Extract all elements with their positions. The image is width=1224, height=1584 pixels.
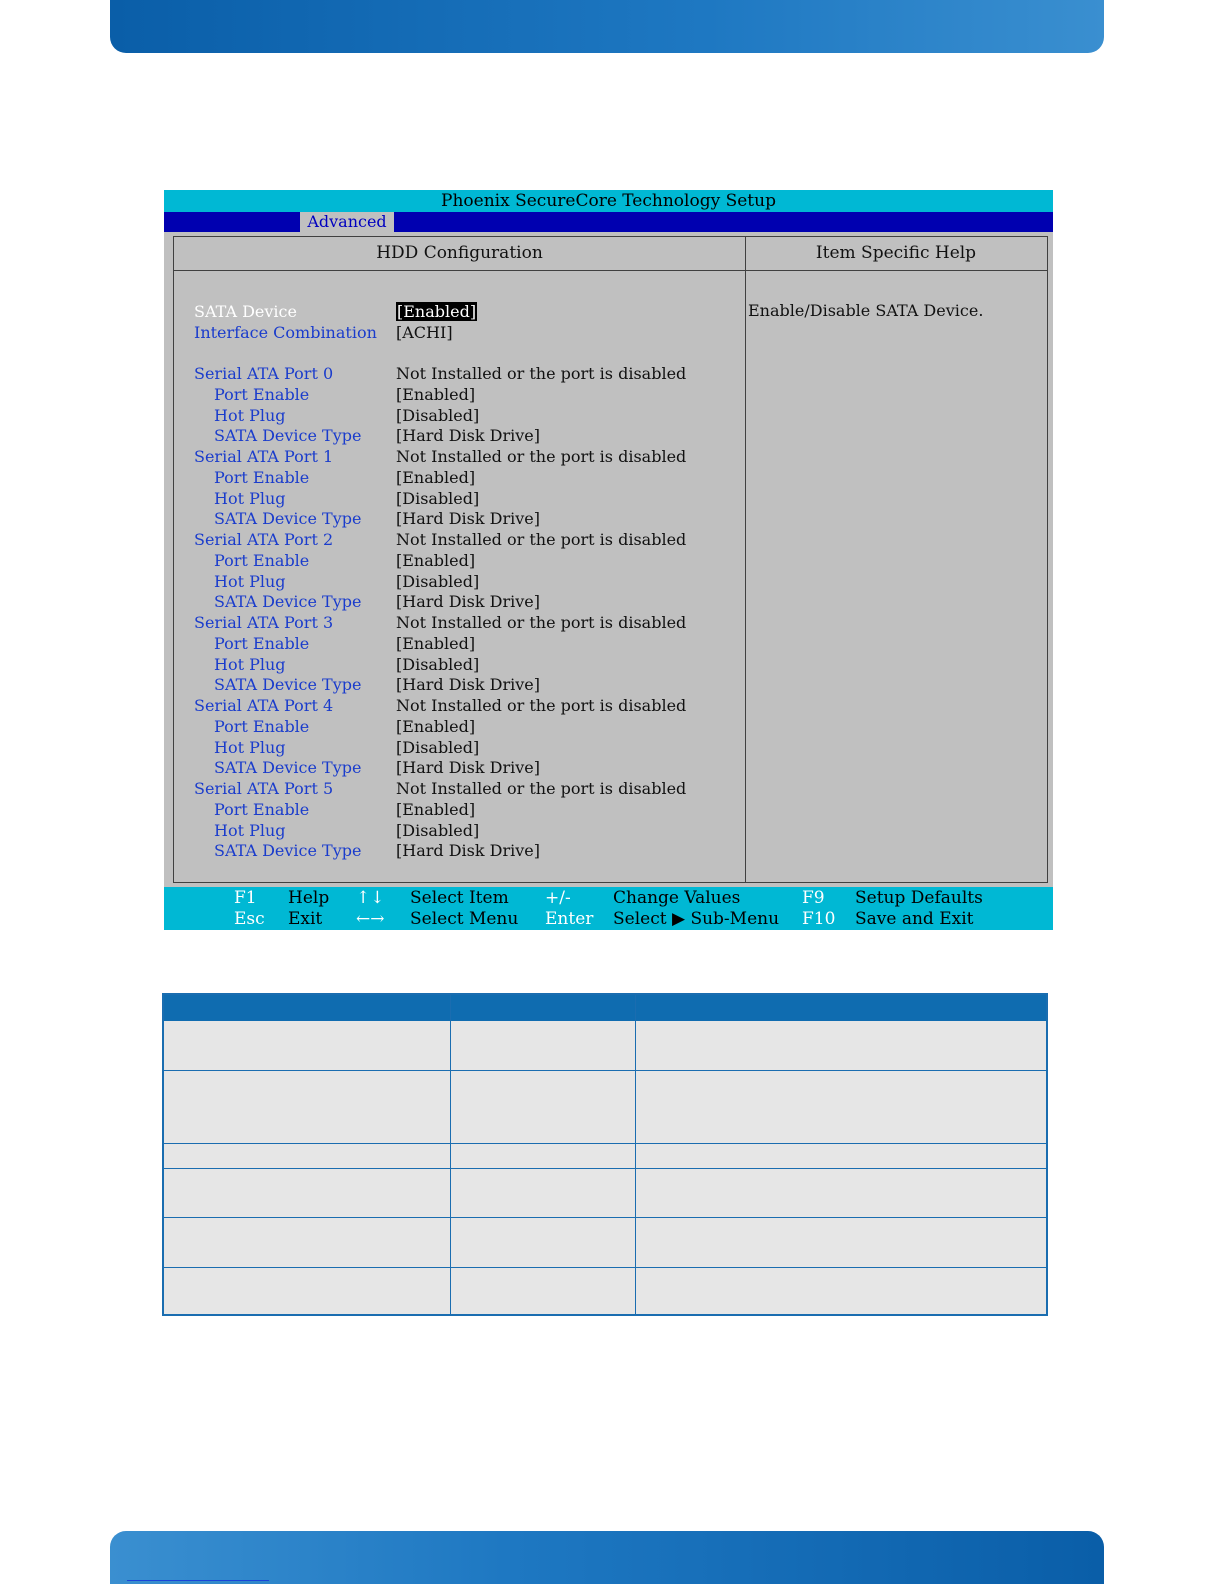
setting-value[interactable] <box>396 674 540 695</box>
setting-label[interactable]: Port Enable <box>214 550 310 570</box>
key-desc-exit: Exit <box>288 909 323 929</box>
key-desc-setup-defaults: Setup Defaults <box>855 888 983 908</box>
key-f1: F1 <box>234 888 257 908</box>
setting-label[interactable]: SATA Device Type <box>214 592 362 612</box>
table-header <box>164 995 1046 1021</box>
setting-label[interactable]: Port Enable <box>214 467 310 487</box>
table-row-divider <box>164 1267 1046 1268</box>
key-f9: F9 <box>802 888 825 908</box>
setting-label[interactable]: Hot Plug <box>214 405 286 425</box>
setting-label[interactable]: Serial ATA Port 2 <box>194 530 334 549</box>
header-band <box>110 0 1104 53</box>
table-row-divider <box>164 1168 1046 1169</box>
setting-value-text: [Enabled] <box>396 550 476 570</box>
setting-value[interactable] <box>396 467 475 488</box>
setting-value-text: [Disabled] <box>396 571 480 591</box>
setting-value[interactable] <box>396 425 540 446</box>
setting-label[interactable]: Port Enable <box>214 799 310 819</box>
setting-value[interactable] <box>396 695 686 716</box>
key-desc-help: Help <box>288 888 330 908</box>
help-text: Enable/Disable SATA Device. <box>748 301 984 320</box>
setting-value-text: [Enabled] <box>396 384 476 404</box>
help-panel-title: Item Specific Help <box>745 237 1047 271</box>
key-desc-select-item: Select Item <box>410 888 509 908</box>
setting-label[interactable]: Port Enable <box>214 716 310 736</box>
key-desc-save-exit: Save and Exit <box>855 909 974 929</box>
setting-value-text: [Disabled] <box>396 820 480 840</box>
setting-value[interactable] <box>396 716 475 737</box>
setting-label[interactable]: Serial ATA Port 3 <box>194 613 334 632</box>
setting-value-text: [Hard Disk Drive] <box>396 675 540 695</box>
setting-value-text: [Hard Disk Drive] <box>396 758 540 778</box>
setting-value[interactable] <box>396 591 540 612</box>
setting-value[interactable] <box>396 612 686 633</box>
setting-value-text: [Enabled] <box>396 716 476 736</box>
setting-value[interactable] <box>396 384 475 405</box>
setting-value[interactable] <box>396 820 479 841</box>
setting-label[interactable]: SATA Device Type <box>214 426 362 446</box>
setting-value[interactable] <box>396 301 477 322</box>
setting-value[interactable] <box>396 757 540 778</box>
hdd-configuration-panel <box>173 236 746 883</box>
footer-link-underline[interactable] <box>127 1564 269 1581</box>
setting-value-text: [Disabled] <box>396 488 480 508</box>
setting-value[interactable] <box>396 571 479 592</box>
setting-label[interactable]: Serial ATA Port 1 <box>194 447 334 466</box>
key-desc-select-submenu: Select ▶ Sub-Menu <box>613 909 780 929</box>
item-help-panel <box>745 236 1048 883</box>
key-desc-change-values: Change Values <box>613 888 741 908</box>
setting-value[interactable] <box>396 840 540 861</box>
setting-value-text: Not Installed or the port is disabled <box>396 613 687 632</box>
setting-value[interactable] <box>396 488 479 509</box>
setting-value-text: [Hard Disk Drive] <box>396 509 540 529</box>
key-desc-select-menu: Select Menu <box>410 909 519 929</box>
setting-value-text: [Enabled] <box>397 302 477 321</box>
setting-label[interactable]: Hot Plug <box>214 737 286 757</box>
setting-value[interactable] <box>396 405 479 426</box>
panel-title: HDD Configuration <box>174 237 745 271</box>
setting-value-text: [Hard Disk Drive] <box>396 841 540 861</box>
setting-value-text: Not Installed or the port is disabled <box>396 447 687 466</box>
setting-label[interactable]: SATA Device Type <box>214 509 362 529</box>
key-leftright: ←→ <box>356 909 385 929</box>
key-plusminus: +/- <box>545 888 571 908</box>
setting-label[interactable]: Port Enable <box>214 384 310 404</box>
setting-value-text: [Disabled] <box>396 405 480 425</box>
setting-label[interactable]: Hot Plug <box>214 654 286 674</box>
setting-value-text: [Hard Disk Drive] <box>396 426 540 446</box>
setting-value-text: Not Installed or the port is disabled <box>396 696 687 715</box>
setting-value-text: Not Installed or the port is disabled <box>396 779 687 798</box>
table-row-divider <box>164 1143 1046 1144</box>
setting-value-text: [Hard Disk Drive] <box>396 592 540 612</box>
key-enter: Enter <box>545 909 594 929</box>
key-legend <box>164 887 1053 930</box>
setting-value[interactable] <box>396 363 686 384</box>
setting-value[interactable] <box>396 508 540 529</box>
setting-value[interactable] <box>396 550 475 571</box>
setting-label[interactable]: Interface Combination <box>194 323 377 342</box>
setting-label[interactable]: Serial ATA Port 0 <box>194 364 334 383</box>
setting-value-text: Not Installed or the port is disabled <box>396 364 687 383</box>
key-updown: ↑↓ <box>356 888 385 908</box>
setting-value[interactable] <box>396 778 686 799</box>
setting-label[interactable]: Hot Plug <box>214 571 286 591</box>
setting-label[interactable]: SATA Device Type <box>214 758 362 778</box>
setting-value[interactable] <box>396 799 475 820</box>
setting-label[interactable]: SATA Device Type <box>214 841 362 861</box>
setting-label[interactable]: Serial ATA Port 4 <box>194 696 334 715</box>
setting-label[interactable]: SATA Device <box>194 302 297 321</box>
bios-screen <box>164 190 1053 930</box>
setting-value[interactable] <box>396 654 479 675</box>
setting-value-text: [Enabled] <box>396 467 476 487</box>
setting-value[interactable] <box>396 633 475 654</box>
setting-value-text: [Enabled] <box>396 633 476 653</box>
setting-value[interactable] <box>396 322 453 343</box>
setting-value-text: [Enabled] <box>396 799 476 819</box>
table-row-divider <box>164 1070 1046 1071</box>
setting-label[interactable]: Hot Plug <box>214 820 286 840</box>
setting-value-text: [ACHI] <box>396 323 453 342</box>
setting-value[interactable] <box>396 446 686 467</box>
setting-label[interactable]: Port Enable <box>214 633 310 653</box>
tab-advanced[interactable]: Advanced <box>300 212 394 232</box>
setting-value-text: [Disabled] <box>396 654 480 674</box>
setting-label[interactable]: SATA Device Type <box>214 675 362 695</box>
setting-value-text: [Disabled] <box>396 737 480 757</box>
key-esc: Esc <box>234 909 265 929</box>
setting-label[interactable]: Hot Plug <box>214 488 286 508</box>
settings-table <box>162 993 1048 1316</box>
key-f10: F10 <box>802 909 836 929</box>
bios-title: Phoenix SecureCore Technology Setup <box>164 190 1053 212</box>
setting-value[interactable] <box>396 737 479 758</box>
bios-menubar <box>164 212 1053 232</box>
setting-label[interactable]: Serial ATA Port 5 <box>194 779 334 798</box>
setting-value[interactable] <box>396 529 686 550</box>
table-row-divider <box>164 1217 1046 1218</box>
setting-value-text: Not Installed or the port is disabled <box>396 530 687 549</box>
